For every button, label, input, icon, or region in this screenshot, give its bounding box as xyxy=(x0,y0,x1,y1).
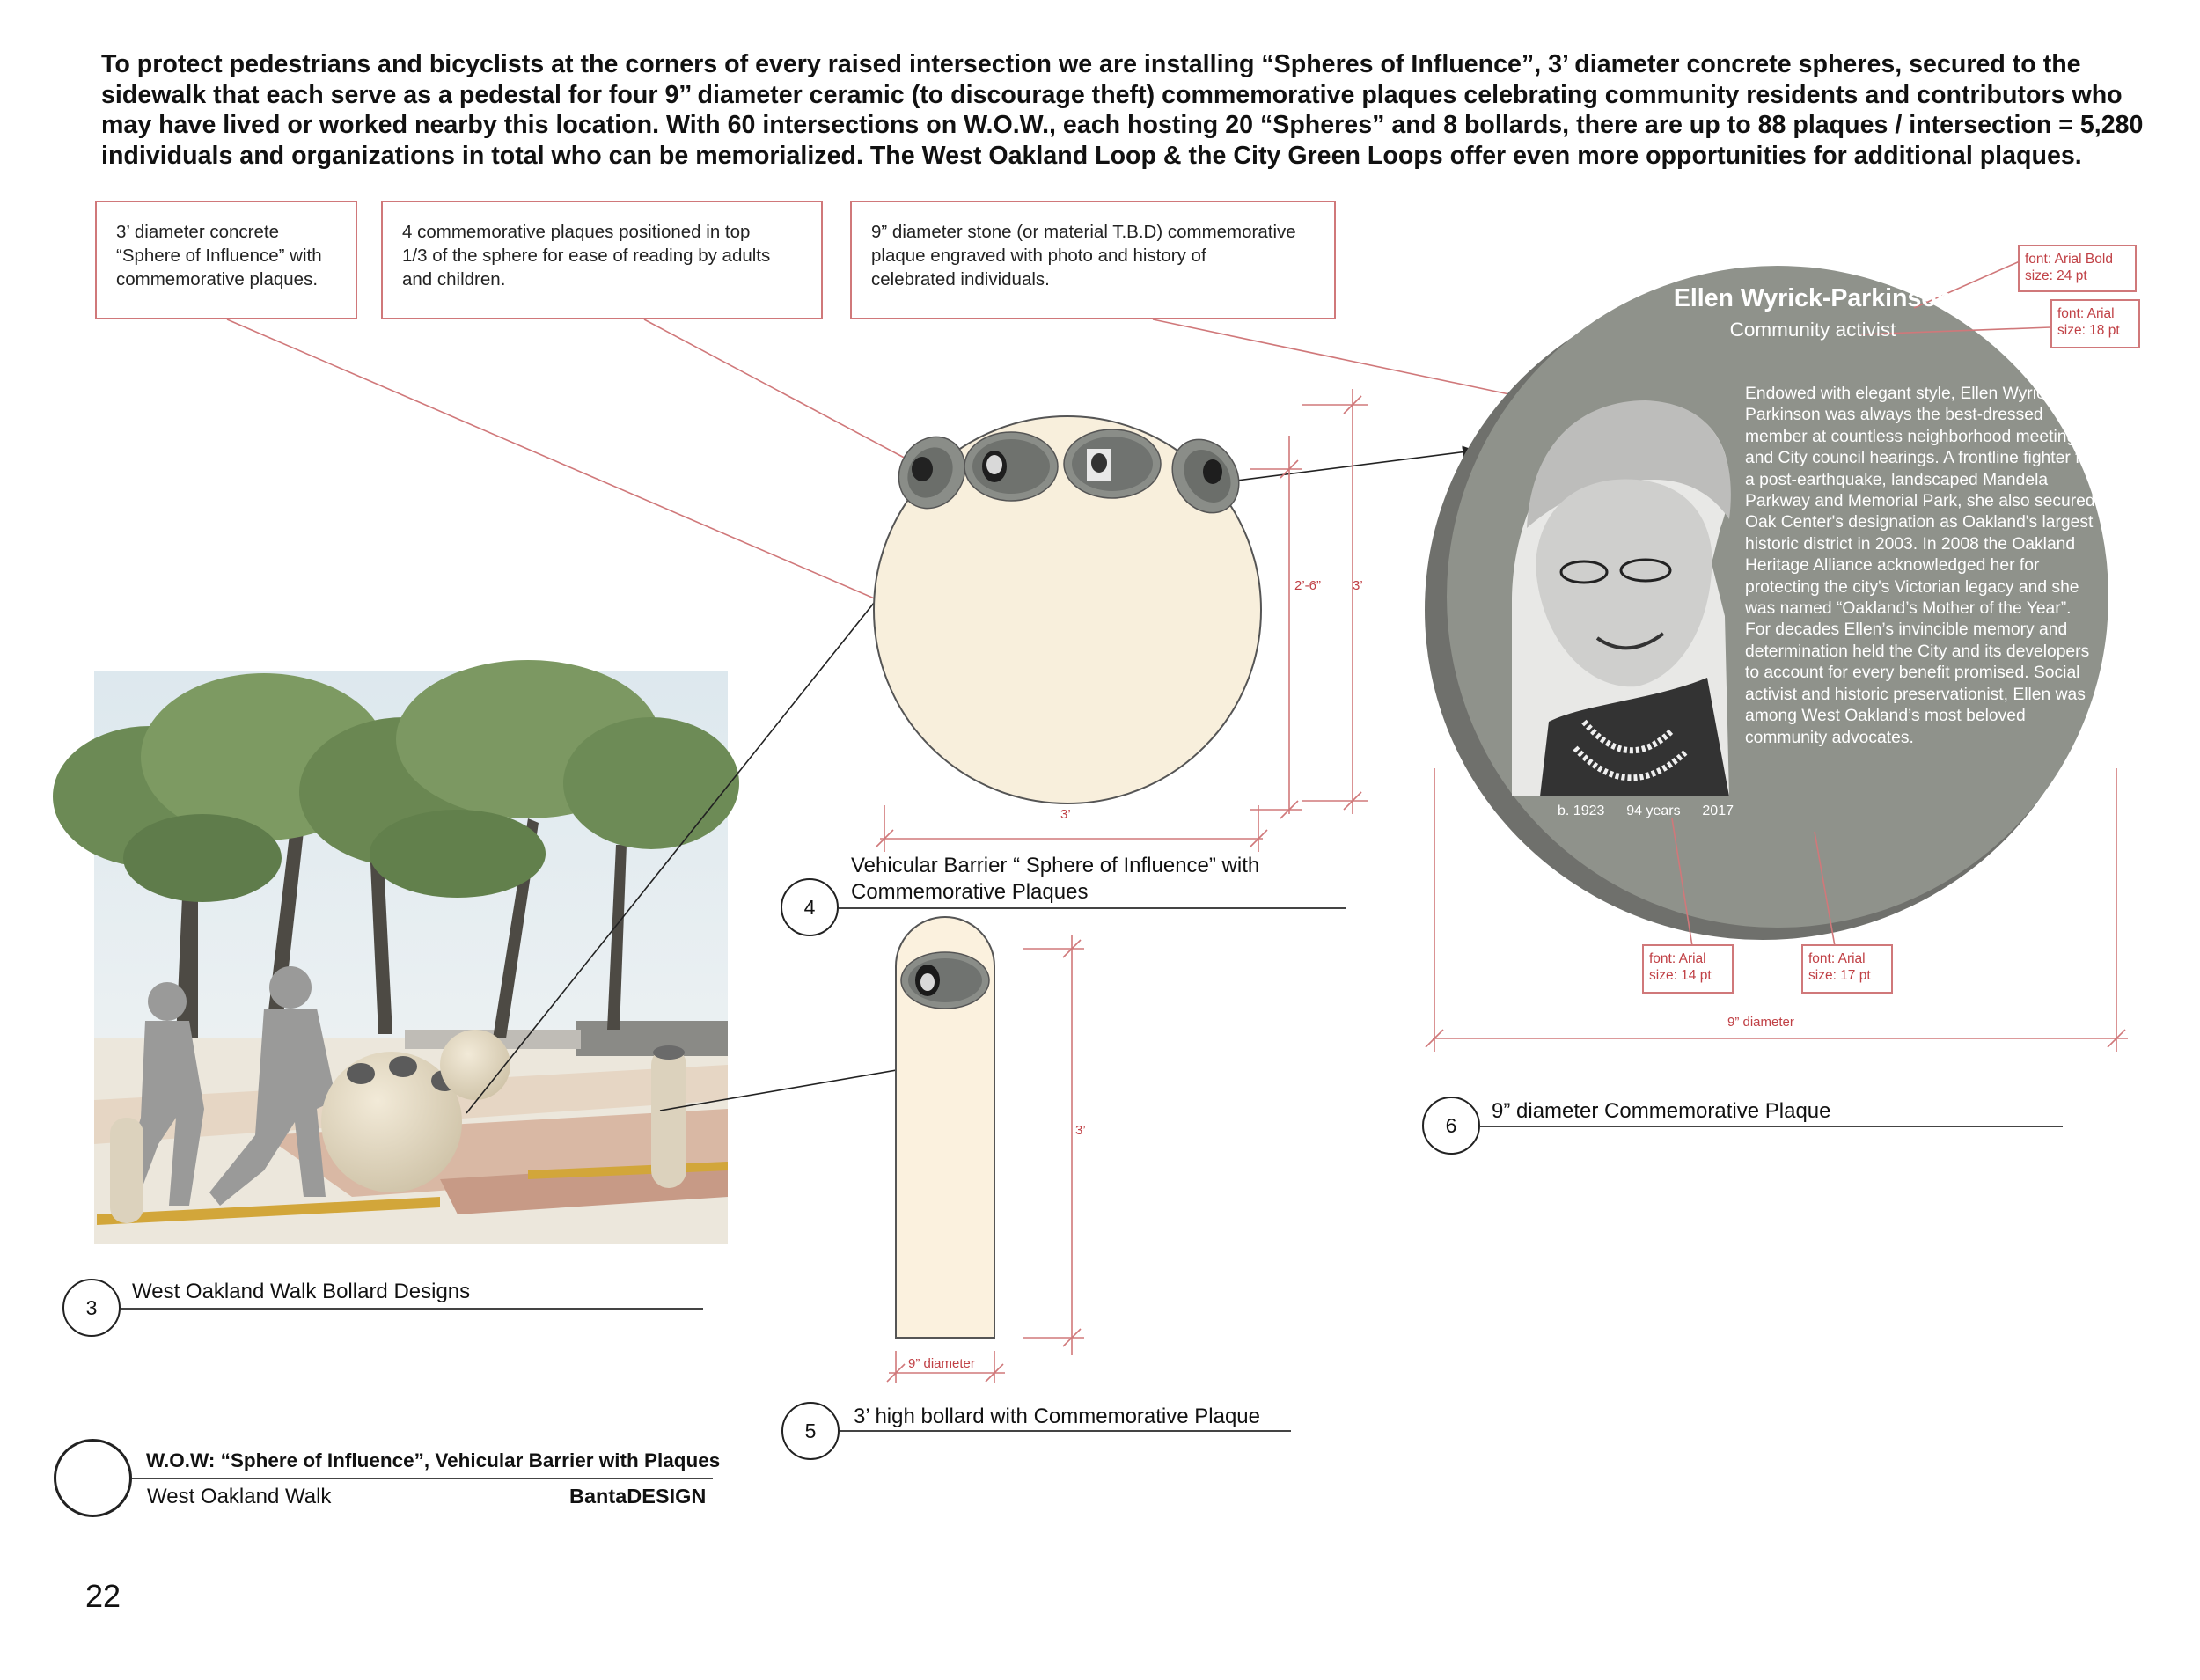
sphere-plaque-2 xyxy=(964,432,1058,501)
title-block-firm: BantaDESIGN xyxy=(569,1485,707,1508)
dim-sphere-width: 3’ xyxy=(1060,807,1071,822)
intro-paragraph: To protect pedestrians and bicyclists at the corners of every raised intersection we are installing “Spheres of Influence”, 3’ diameter concrete spheres, secured to the sidewalk that each serve as a pedestal for four 9’’ diameter ceramic (to discourage theft) commemorative plaques celebrating community residents and contributors who may have lived or worked nearby this location. With 60 intersections on W.O.W., each hosting 20 “Spheres” and 8 bollards, there are up to 88 plaques / intersection = 5,280 individuals and organizations in total who can be memorialized. The West Oakland Loop & the City Green Loops offer even more opportunities for additional plaques. xyxy=(101,50,2144,170)
font-note-title xyxy=(2018,245,2137,292)
leader-material xyxy=(1153,319,1509,394)
caption-4-text xyxy=(851,853,1259,906)
callout-material-line-2: plaque engraved with photo and history of xyxy=(871,246,1206,266)
font-note-dates-line-2: size: 14 pt xyxy=(1649,968,1712,983)
dim-bollard-height: 3’ xyxy=(1075,1123,1086,1138)
plaque-portrait xyxy=(1512,400,1731,796)
caption-5-number: 5 xyxy=(781,1402,840,1460)
title-block-rule xyxy=(132,1478,713,1479)
callout-plaques-line-1: 4 commemorative plaques positioned in top xyxy=(402,222,751,242)
leader-sphere xyxy=(227,319,915,616)
font-note-title-line-1: font: Arial Bold xyxy=(2025,252,2113,267)
caption-3-text: West Oakland Walk Bollard Designs xyxy=(132,1280,471,1303)
caption-6-number: 6 xyxy=(1422,1097,1480,1155)
font-note-dates xyxy=(1642,944,1734,994)
font-note-subtitle-line-2: size: 18 pt xyxy=(2057,323,2120,338)
leader-plaques xyxy=(644,319,937,475)
font-note-body-line-1: font: Arial xyxy=(1808,951,1866,966)
callout-material-line-3: celebrated individuals. xyxy=(871,269,1050,290)
plaque-role: Community activist xyxy=(1729,319,1896,341)
callout-sphere-line-1: 3’ diameter concrete xyxy=(116,222,279,242)
caption-5-rule xyxy=(840,1430,1291,1432)
caption-4-number: 4 xyxy=(781,878,839,936)
caption-4-rule xyxy=(839,907,1346,909)
plaque-dates xyxy=(1558,803,1734,819)
page-number: 22 xyxy=(85,1578,121,1614)
dim-sphere-partial: 2’-6” xyxy=(1294,578,1322,593)
bollard-elevation xyxy=(887,917,1084,1383)
title-block-title: W.O.W: “Sphere of Influence”, Vehicular Barrier with Plaques xyxy=(146,1449,721,1471)
caption-5-text: 3’ high bollard with Commemorative Plaque xyxy=(854,1405,1260,1428)
plaque-age: 94 years xyxy=(1626,803,1681,818)
sphere-elevation xyxy=(874,389,1368,852)
font-note-body-line-2: size: 17 pt xyxy=(1808,968,1871,983)
callout-sphere-line-3: commemorative plaques. xyxy=(116,269,319,290)
callout-plaques-line-3: and children. xyxy=(402,269,506,290)
font-note-dates-line-1: font: Arial xyxy=(1649,951,1706,966)
plaque-birth: b. 1923 xyxy=(1558,803,1605,818)
callout-material-line-1: 9” diameter stone (or material T.B.D) commemorative xyxy=(871,222,1296,242)
font-note-title-line-2: size: 24 pt xyxy=(2025,268,2087,283)
plaque-bio: Endowed with elegant style, Ellen Wyrick-Parkinson was always the best-dressed member at countless neighborhood meetings and City council hearings. A frontline fighter for a post-earthquake, landscaped Mandela Parkway and Memorial Park, she also secured Oak Center's designation as Oakland's largest historic district in 2003. In 2008 the Oakland Heritage Alliance acknowledged her for protecting the city's Victorian legacy and she was named “Oakland’s Mother of the Year”. For decades Ellen’s invincible memory and determination held the City and its developers to account for every benefit promised. Social activist and historic preservationist, Ellen was among West Oakland’s most beloved community advocates. xyxy=(1745,385,2095,747)
font-note-subtitle xyxy=(2050,299,2140,348)
caption-4-line-2: Commemorative Plaques xyxy=(851,880,1089,904)
title-block-circle xyxy=(54,1439,132,1517)
caption-6-rule xyxy=(1480,1126,2063,1127)
font-note-subtitle-line-1: font: Arial xyxy=(2057,306,2115,321)
sphere-plaque-3 xyxy=(1064,429,1161,498)
arrow-to-plaque xyxy=(1223,451,1474,482)
title-block-subtitle: West Oakland Walk xyxy=(147,1485,332,1508)
font-note-body xyxy=(1801,944,1893,994)
bollard-scene-render xyxy=(53,660,739,1244)
caption-6-text: 9” diameter Commemorative Plaque xyxy=(1492,1099,1831,1123)
plaque-name: Ellen Wyrick-Parkinson xyxy=(1673,284,1953,312)
callout-plaques-line-2: 1/3 of the sphere for ease of reading by adults xyxy=(402,246,771,266)
callout-sphere-line-2: “Sphere of Influence” with xyxy=(116,246,322,266)
caption-3-number: 3 xyxy=(62,1279,121,1337)
plaque-year: 2017 xyxy=(1702,803,1734,818)
caption-4-line-1: Vehicular Barrier “ Sphere of Influence” with xyxy=(851,854,1260,877)
dim-plaque-diameter: 9” diameter xyxy=(1727,1015,1794,1030)
dim-bollard-diameter: 9” diameter xyxy=(908,1356,975,1371)
caption-3-rule xyxy=(121,1308,703,1310)
dim-sphere-height: 3’ xyxy=(1353,578,1363,593)
